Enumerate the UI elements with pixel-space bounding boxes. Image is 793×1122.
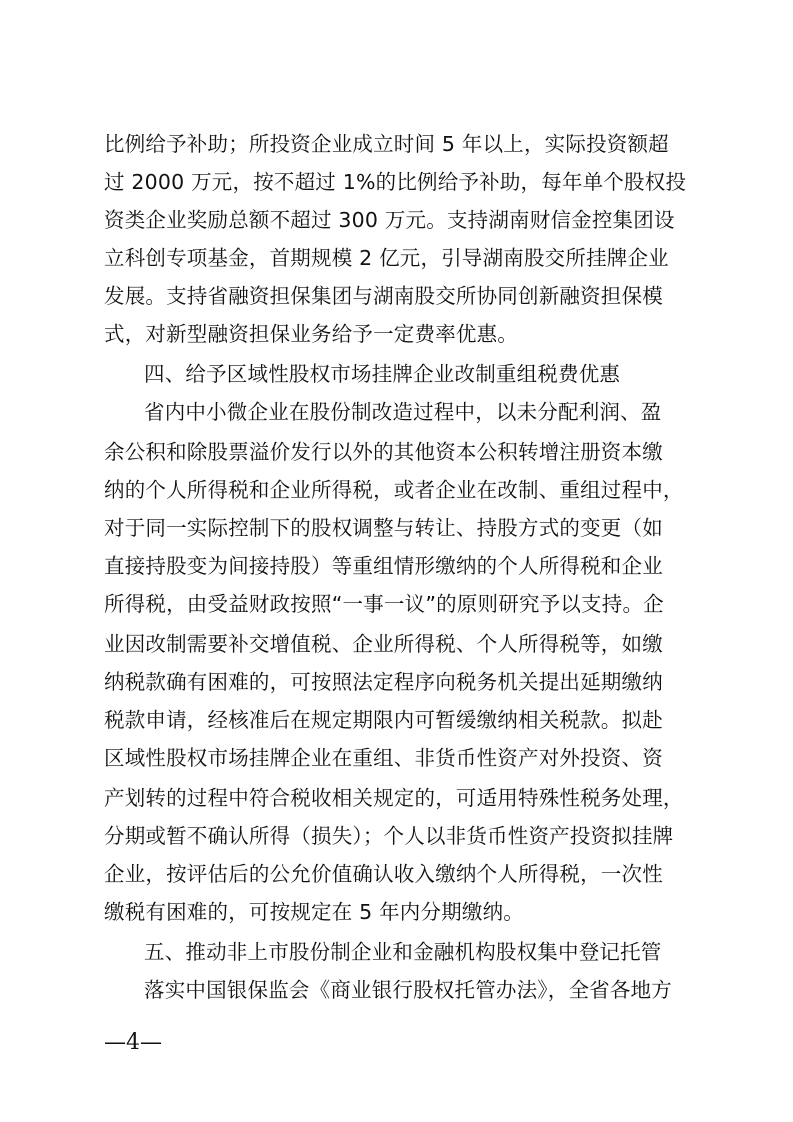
paragraph-line: 式，对新型融资担保业务给予一定费率优惠。 <box>104 322 518 346</box>
paragraph-line: 业因改制需要补交增值税、企业所得税、个人所得税等，如缴 <box>104 632 663 656</box>
paragraph-line: 所得税，由受益财政按照“一事一议”的原则研究予以支持。企 <box>104 592 664 616</box>
paragraph-line: 落实中国银保监会《商业银行股权托管办法》，全省各地方 <box>144 978 672 1002</box>
paragraph-line: 立科创专项基金，首期规模 2 亿元，引导湖南股交所挂牌企业 <box>104 246 669 270</box>
paragraph-line: 企业，按评估后的公允价值确认收入缴纳个人所得税，一次性 <box>104 862 663 886</box>
paragraph-line: 缴税有困难的，可按规定在 5 年内分期缴纳。 <box>104 900 524 924</box>
paragraph-line: 区域性股权市场挂牌企业在重组、非货币性资产对外投资、资 <box>104 746 663 770</box>
paragraph-line: 纳的个人所得税和企业所得税，或者企业在改制、重组过程中， <box>104 478 684 502</box>
paragraph-line: 过 2000 万元，按不超过 1%的比例给予补助，每年单个股权投 <box>104 170 687 194</box>
paragraph-line: 发展。支持省融资担保集团与湖南股交所协同创新融资担保模 <box>104 284 663 308</box>
paragraph-line: 比例给予补助；所投资企业成立时间 5 年以上，实际投资额超 <box>104 132 669 156</box>
paragraph-line: 税款申请，经核准后在规定期限内可暂缓缴纳相关税款。拟赴 <box>104 708 663 732</box>
paragraph-line: 余公积和除股票溢价发行以外的其他资本公积转增注册资本缴 <box>104 440 663 464</box>
paragraph-line: 直接持股变为间接持股）等重组情形缴纳的个人所得税和企业 <box>104 554 663 578</box>
paragraph-line: 省内中小微企业在股份制改造过程中，以未分配利润、盈 <box>144 400 662 424</box>
page-number: —4— <box>104 1030 162 1055</box>
paragraph-line: 资类企业奖励总额不超过 300 万元。支持湖南财信金控集团设 <box>104 208 675 232</box>
paragraph-line: 纳税款确有困难的，可按照法定程序向税务机关提出延期缴纳 <box>104 670 663 694</box>
paragraph-line: 分期或暂不确认所得（损失）；个人以非货币性资产投资拟挂牌 <box>104 824 674 848</box>
paragraph-line: 对于同一实际控制下的股权调整与转让、持股方式的变更（如 <box>104 516 663 540</box>
section-heading: 五、推动非上市股份制企业和金融机构股权集中登记托管 <box>144 940 662 964</box>
section-heading: 四、给予区域性股权市场挂牌企业改制重组税费优惠 <box>144 362 621 386</box>
paragraph-line: 产划转的过程中符合税收相关规定的，可适用特殊性税务处理， <box>104 786 684 810</box>
